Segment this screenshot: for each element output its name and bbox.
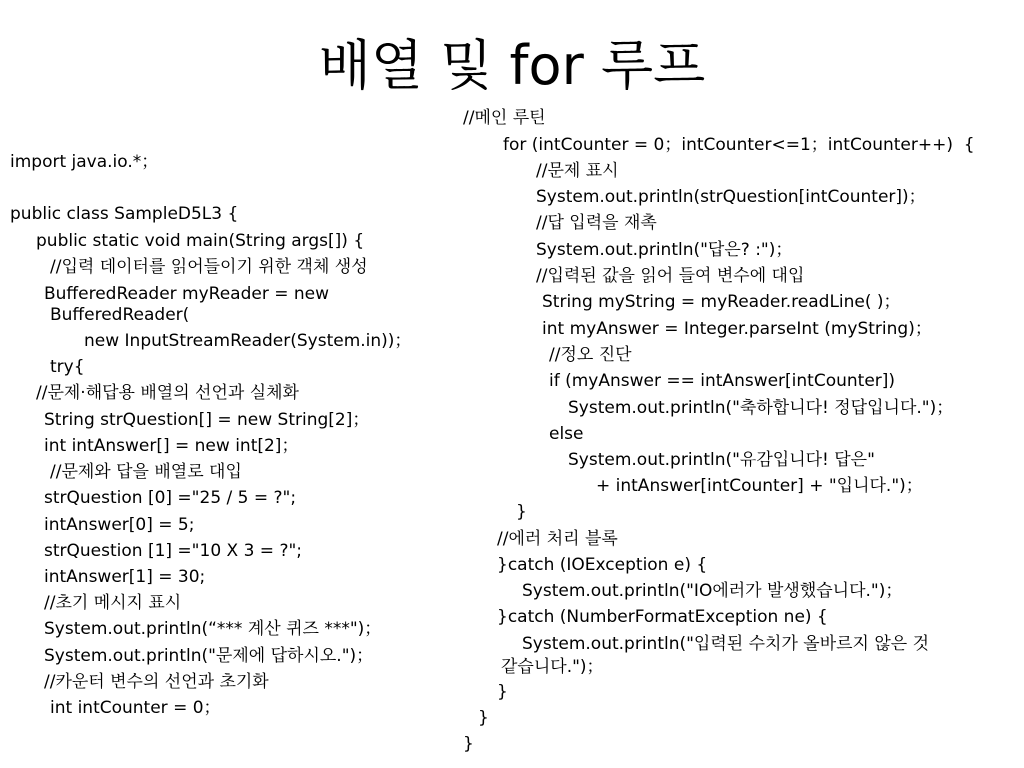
code-line: intAnswer[0] = 5; [44,515,195,535]
code-line: String strQuestion[] = new String[2]； [44,410,370,430]
code-line: //에러 처리 블록 [497,529,618,549]
code-line: BufferedReader myReader = new [44,284,330,304]
code-line: //초기 메시지 표시 [44,593,182,613]
code-line: for (intCounter = 0；intCounter<=1；intCounter++) { [503,135,975,155]
code-line: //답 입력을 재촉 [536,213,657,233]
code-line: if (myAnswer == intAnswer[intCounter]) [549,371,896,391]
code-line: //정오 진단 [549,345,632,365]
code-line: //문제와 답을 배열로 대입 [50,462,242,482]
code-line: new InputStreamReader(System.in))； [84,331,412,351]
code-line: } [497,682,508,702]
code-line: //카운터 변수의 선언과 초기화 [44,672,269,692]
code-line: //문제·해답용 배열의 선언과 실체화 [36,383,299,403]
code-line: } [516,502,527,522]
code-line: BufferedReader( [50,305,190,325]
code-line: //문제 표시 [536,161,619,181]
code-line: 같습니다.")； [501,657,604,677]
code-line: //입력된 값을 읽어 들여 변수에 대입 [536,266,805,286]
code-line: //메인 루틴 [463,108,546,128]
code-line: try{ [50,357,85,377]
code-line: System.out.println("유감입니다! 답은" [568,450,875,470]
code-line: System.out.println("문제에 답하시오.")； [44,646,374,666]
code-line: } [463,734,474,754]
code-line: int intAnswer[] = new int[2]； [44,436,299,456]
code-line: System.out.println("입력된 수치가 올바르지 않은 것 [522,634,930,654]
code-line: else [549,424,584,444]
code-line: import java.io.*； [10,152,159,172]
code-line: }catch (NumberFormatException ne) { [497,607,828,627]
code-line: System.out.println(“*** 계산 퀴즈 ***")； [44,619,382,639]
code-line: public static void main(String args[]) { [36,231,365,251]
code-line: public class SampleD5L3 { [10,204,239,224]
code-line: System.out.println("축하합니다! 정답입니다.")； [568,398,954,418]
code-line: //입력 데이터를 읽어들이기 위한 객체 생성 [50,257,368,277]
code-line: strQuestion [1] ="10 X 3 = ?"; [44,541,303,561]
code-line: }catch (IOException e) { [497,555,708,575]
code-line: int myAnswer = Integer.parseInt (myString)； [542,319,932,339]
code-line: int intCounter = 0； [50,698,221,718]
slide-title: 배열 및 for 루프 [318,34,706,97]
code-line: System.out.println("IO에러가 발생했습니다.")； [522,581,903,601]
code-line: strQuestion [0] ="25 / 5 = ?"; [44,488,297,508]
code-line: System.out.println(strQuestion[intCounter])； [536,187,926,207]
code-line: System.out.println("답은? :")； [536,240,793,260]
code-line: String myString = myReader.readLine( )； [542,292,901,312]
code-line: intAnswer[1] = 30; [44,567,206,587]
code-line: + intAnswer[intCounter] + "입니다.")； [596,476,923,496]
code-line: } [478,708,489,728]
